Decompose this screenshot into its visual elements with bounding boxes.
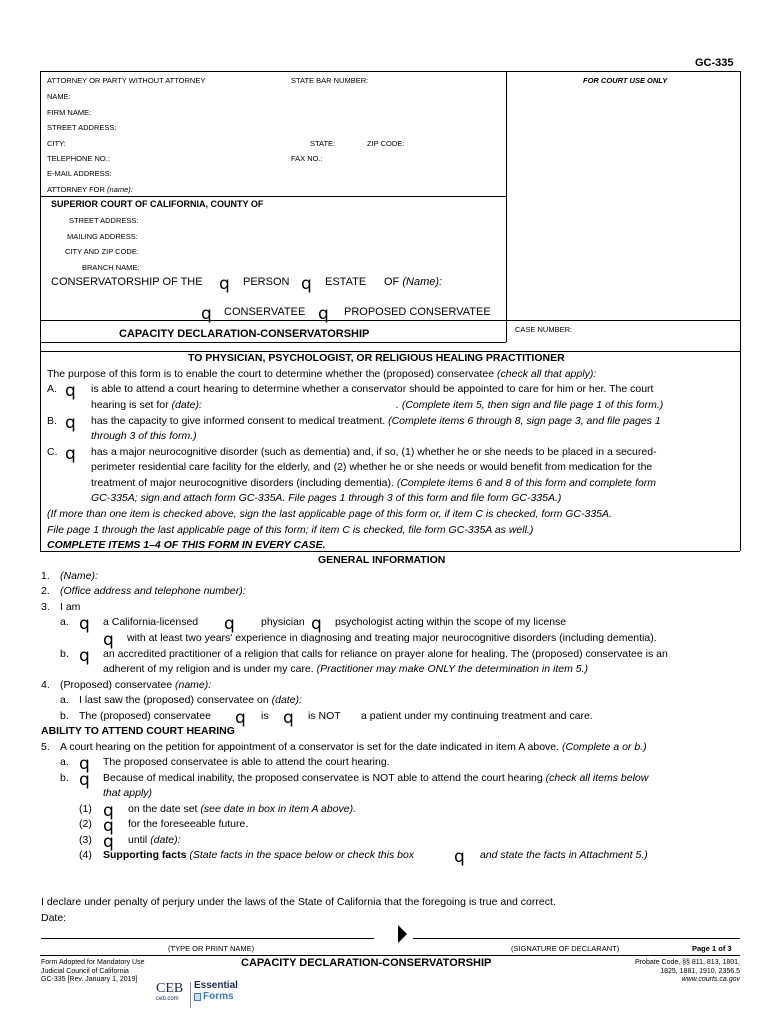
item4b-isnot: is NOT bbox=[308, 710, 341, 722]
item5b1-label: (1) bbox=[79, 803, 92, 815]
courts-website-link[interactable]: www.courts.ca.gov bbox=[681, 976, 740, 983]
item-a-text3: . (Complete item 5, then sign and file page 1 of this form.) bbox=[396, 399, 664, 411]
declaration-date-field[interactable]: Date: bbox=[41, 912, 67, 924]
intro-note2: File page 1 through the last applicable page of this form; if item C is checked, file form GC-335A as well.) bbox=[47, 524, 534, 536]
court-branch-field[interactable]: BRANCH NAME: bbox=[82, 263, 140, 272]
item3a-label: a. bbox=[60, 616, 69, 628]
forms-logo-text: Forms bbox=[203, 991, 234, 1002]
item5b1-checkbox-icon[interactable]: q bbox=[103, 801, 114, 821]
item1-name-field[interactable]: (Name): bbox=[60, 570, 98, 582]
item3a-text1: a California-licensed bbox=[103, 616, 199, 628]
item3b-line2 bbox=[103, 663, 588, 675]
item5-italic: (Complete a or b.) bbox=[561, 741, 647, 753]
item4a-text: I last saw the (proposed) conservatee on bbox=[79, 694, 269, 706]
item5b-text2: that apply) bbox=[103, 787, 153, 799]
intro-purpose bbox=[47, 368, 596, 380]
item5b4-attachment-checkbox-icon[interactable]: q bbox=[454, 847, 465, 867]
city-field[interactable]: CITY: bbox=[47, 139, 66, 148]
attorney-for-field[interactable] bbox=[47, 185, 133, 194]
complete-items-note: COMPLETE ITEMS 1–4 OF THIS FORM IN EVERY CASE. bbox=[47, 539, 326, 551]
item-b-line1 bbox=[91, 415, 661, 427]
item5b4-label: (4) bbox=[79, 849, 92, 861]
item5b1-italic: (see date in box in item A above). bbox=[200, 803, 357, 815]
person-label: PERSON bbox=[243, 276, 290, 288]
court-use-label: FOR COURT USE ONLY bbox=[583, 76, 668, 85]
of-name-field[interactable] bbox=[384, 276, 442, 288]
item-a-checkbox-icon[interactable]: q bbox=[65, 381, 76, 401]
item3b-text1: an accredited practitioner of a religion that calls for reliance on prayer alone for healing. The (proposed) conservatee is an bbox=[103, 648, 668, 660]
item5-text: A court hearing on the petition for appointment of a conservator is set for the date indicated in item A above. bbox=[60, 741, 560, 753]
ceb-logo-text: CEB bbox=[156, 981, 184, 996]
signature-arrow-icon bbox=[398, 925, 407, 943]
item4-num: 4. bbox=[41, 679, 50, 691]
form-title: CAPACITY DECLARATION-CONSERVATORSHIP bbox=[119, 328, 370, 340]
intro-note1: (If more than one item is checked above, sign the last applicable page of this form or, if item C is checked, form GC-335A. bbox=[47, 508, 612, 520]
item3a-text2: physician bbox=[261, 616, 305, 628]
item-a-date[interactable]: (date): bbox=[171, 399, 202, 411]
of-name-italic: (Name): bbox=[402, 276, 443, 288]
form-adopted-line3: GC-335 [Rev. January 1, 2019] bbox=[41, 976, 138, 983]
court-city-zip-field[interactable]: CITY AND ZIP CODE: bbox=[65, 247, 139, 256]
item4a-field[interactable] bbox=[79, 694, 302, 706]
probate-code-line2: 1825, 1881, 1910, 2356.5 bbox=[660, 967, 740, 975]
item5-line bbox=[60, 741, 647, 753]
court-title: SUPERIOR COURT OF CALIFORNIA, COUNTY OF bbox=[51, 199, 264, 209]
item4b-label: b. bbox=[60, 710, 69, 722]
item-c-text2: perimeter residential care facility for the elderly, and (2) whether he or she needs or would benefit from medication for the bbox=[91, 461, 653, 473]
item5b-checkbox-icon[interactable]: q bbox=[79, 770, 90, 790]
case-number-field[interactable]: CASE NUMBER: bbox=[515, 325, 573, 334]
item5b2-label: (2) bbox=[79, 818, 92, 830]
conservatee-label: CONSERVATEE bbox=[224, 306, 306, 318]
item3a-text3: psychologist acting within the scope of my license bbox=[335, 616, 567, 628]
item2-num: 2. bbox=[41, 585, 50, 597]
telephone-field[interactable]: TELEPHONE NO.: bbox=[47, 154, 110, 163]
item4b-text1: The (proposed) conservatee bbox=[79, 710, 211, 722]
intro-purpose-italic: (check all that apply): bbox=[497, 368, 597, 380]
item5b-text1: Because of medical inability, the proposed conservatee is NOT able to attend the court hearing bbox=[103, 772, 543, 784]
state-field[interactable]: STATE: bbox=[310, 139, 336, 148]
item5b-text1-italic: (check all items below bbox=[545, 772, 649, 784]
item3a-checkbox-icon[interactable]: q bbox=[79, 614, 90, 634]
proposed-conservatee-label: PROPOSED CONSERVATEE bbox=[344, 306, 491, 318]
item5b3-label: (3) bbox=[79, 834, 92, 846]
item5b1-line bbox=[128, 803, 356, 815]
item5b3-checkbox-icon[interactable]: q bbox=[103, 832, 114, 852]
fax-field[interactable]: FAX NO.: bbox=[291, 154, 323, 163]
item5b-label: b. bbox=[60, 772, 69, 784]
item4a-label: a. bbox=[60, 694, 69, 706]
item5b2-checkbox-icon[interactable]: q bbox=[103, 816, 114, 836]
item1-num: 1. bbox=[41, 570, 50, 582]
item-b-label: B. bbox=[47, 415, 57, 427]
street-address-field[interactable]: STREET ADDRESS: bbox=[47, 123, 117, 132]
probate-code bbox=[635, 959, 740, 985]
declaration-text: I declare under penalty of perjury under the laws of the State of California that the foregoing is true and correct. bbox=[41, 896, 556, 908]
item-a-text1: is able to attend a court hearing to determine whether a conservator should be appointed to care for him or her. The court bbox=[91, 383, 654, 395]
item-a-line2 bbox=[91, 399, 202, 411]
of-label: OF bbox=[384, 276, 400, 288]
forms-logo-row bbox=[194, 991, 244, 1002]
footer-title: CAPACITY DECLARATION-CONSERVATORSHIP bbox=[241, 957, 492, 969]
proposed-conservatee-checkbox-icon[interactable]: q bbox=[318, 304, 329, 324]
item3-text: I am bbox=[60, 601, 81, 613]
item3-num: 3. bbox=[41, 601, 50, 613]
intro-purpose-text: The purpose of this form is to enable the court to determine whether the (proposed) conservatee bbox=[47, 368, 495, 380]
item5b1-text: on the date set bbox=[128, 803, 198, 815]
item-c-text3-italic: (Complete items 6 and 8 of this form and complete form bbox=[396, 477, 656, 489]
zip-field[interactable]: ZIP CODE: bbox=[367, 139, 405, 148]
estate-label: ESTATE bbox=[325, 276, 367, 288]
ability-heading: ABILITY TO ATTEND COURT HEARING bbox=[41, 725, 235, 737]
item5b4-line bbox=[103, 849, 414, 861]
item3a-physician-checkbox-icon[interactable]: q bbox=[224, 614, 235, 634]
form-adopted bbox=[41, 959, 145, 985]
form-adopted-line2: Judicial Council of California bbox=[41, 967, 129, 975]
ceb-logo-url: ceb.com bbox=[156, 996, 179, 1002]
firm-name-field[interactable]: FIRM NAME: bbox=[47, 108, 92, 117]
item4b-text2: a patient under my continuing treatment and care. bbox=[361, 710, 593, 722]
type-name-field[interactable]: (TYPE OR PRINT NAME) bbox=[168, 944, 255, 953]
item5b3-text: until bbox=[128, 834, 148, 846]
item3b-text2-italic: (Practitioner may make ONLY the determination in item 5.) bbox=[316, 663, 588, 675]
item2-address-field[interactable]: (Office address and telephone number): bbox=[60, 585, 246, 597]
form-adopted-line1: Form Adopted for Mandatory Use bbox=[41, 959, 145, 966]
item5b2-text: for the foreseeable future. bbox=[128, 818, 249, 830]
conservatee-checkbox-icon[interactable]: q bbox=[201, 304, 212, 324]
person-checkbox-icon[interactable]: q bbox=[219, 274, 230, 294]
item-c-label: C. bbox=[47, 446, 58, 458]
item4-text: (Proposed) conservatee bbox=[60, 679, 173, 691]
item3a-psychologist-checkbox-icon[interactable]: q bbox=[311, 614, 322, 634]
form-number: GC-335 bbox=[695, 57, 734, 69]
item-a-label: A. bbox=[47, 383, 57, 395]
essential-forms-logo bbox=[194, 980, 244, 1010]
page-number: Page 1 of 3 bbox=[692, 944, 732, 953]
item5b3-field[interactable] bbox=[128, 834, 181, 846]
essential-logo-text: Essential bbox=[194, 980, 238, 991]
estate-checkbox-icon[interactable]: q bbox=[301, 274, 312, 294]
item3a-experience-checkbox-icon[interactable]: q bbox=[103, 630, 114, 650]
item4b-is-checkbox-icon[interactable]: q bbox=[235, 708, 246, 728]
court-street-field[interactable]: STREET ADDRESS: bbox=[69, 216, 139, 225]
item-a-text2: hearing is set for bbox=[91, 399, 169, 411]
state-bar-label: STATE BAR NUMBER: bbox=[291, 76, 369, 85]
item5a-label: a. bbox=[60, 756, 69, 768]
item-b-text1: has the capacity to give informed consent to medical treatment. bbox=[91, 415, 386, 427]
item-b-text2: through 3 of this form.) bbox=[91, 430, 197, 442]
item5b4-italic2: and state the facts in Attachment 5.) bbox=[480, 849, 648, 861]
item5a-text: The proposed conservatee is able to attend the court hearing. bbox=[103, 756, 390, 768]
item4b-isnot-checkbox-icon[interactable]: q bbox=[283, 708, 294, 728]
item-c-text3: treatment of major neurocognitive disorders (including dementia). bbox=[91, 477, 394, 489]
item3b-checkbox-icon[interactable]: q bbox=[79, 646, 90, 666]
item5a-checkbox-icon[interactable]: q bbox=[79, 754, 90, 774]
forms-icon bbox=[194, 993, 201, 1001]
item-c-line3 bbox=[91, 477, 656, 489]
item4a-date: (date): bbox=[271, 694, 302, 706]
item4-italic: (name): bbox=[174, 679, 212, 691]
court-mailing-field[interactable]: MAILING ADDRESS: bbox=[67, 232, 138, 241]
conservatorship-of-label: CONSERVATORSHIP OF THE bbox=[51, 276, 203, 288]
item-c-text4: GC-335A; sign and attach form GC-335A. File pages 1 through 3 of this form and file form GC-335A.) bbox=[91, 492, 562, 504]
email-field[interactable]: E-MAIL ADDRESS: bbox=[47, 169, 112, 178]
ceb-logo bbox=[156, 982, 190, 1010]
item-c-text1: has a major neurocognitive disorder (such as dementia) and, if so, (1) whether he or she needs to be placed in a secured- bbox=[91, 446, 657, 458]
item5-num: 5. bbox=[41, 741, 50, 753]
intro-heading: TO PHYSICIAN, PSYCHOLOGIST, OR RELIGIOUS HEALING PRACTITIONER bbox=[188, 352, 565, 364]
item5b3-italic: (date): bbox=[150, 834, 181, 846]
item4b-is: is bbox=[261, 710, 269, 722]
attorney-for-name: (name): bbox=[107, 185, 133, 194]
name-field[interactable]: NAME: bbox=[47, 92, 71, 101]
item5b4-bold: Supporting facts bbox=[103, 849, 187, 861]
attorney-label: ATTORNEY OR PARTY WITHOUT ATTORNEY bbox=[47, 76, 206, 85]
item-b-checkbox-icon[interactable]: q bbox=[65, 413, 76, 433]
probate-code-line1: Probate Code, §§ 811, 813, 1801, bbox=[635, 959, 740, 966]
general-heading: GENERAL INFORMATION bbox=[318, 554, 446, 566]
attorney-for-label: ATTORNEY FOR bbox=[47, 185, 105, 194]
item3b-label: b. bbox=[60, 648, 69, 660]
item5b4-italic: (State facts in the space below or check this box bbox=[189, 849, 415, 861]
item3b-text2: adherent of my religion and is under my care. bbox=[103, 663, 314, 675]
item4-field[interactable] bbox=[60, 679, 211, 691]
item-c-checkbox-icon[interactable]: q bbox=[65, 444, 76, 464]
item-b-text1-italic: (Complete items 6 through 8, sign page 3, and file pages 1 bbox=[388, 415, 661, 427]
item5b-line1 bbox=[103, 772, 648, 784]
item3a-text4: with at least two years' experience in diagnosing and treating major neurocognitive disorders (including dementia). bbox=[127, 632, 657, 644]
signature-field[interactable]: (SIGNATURE OF DECLARANT) bbox=[511, 944, 620, 953]
